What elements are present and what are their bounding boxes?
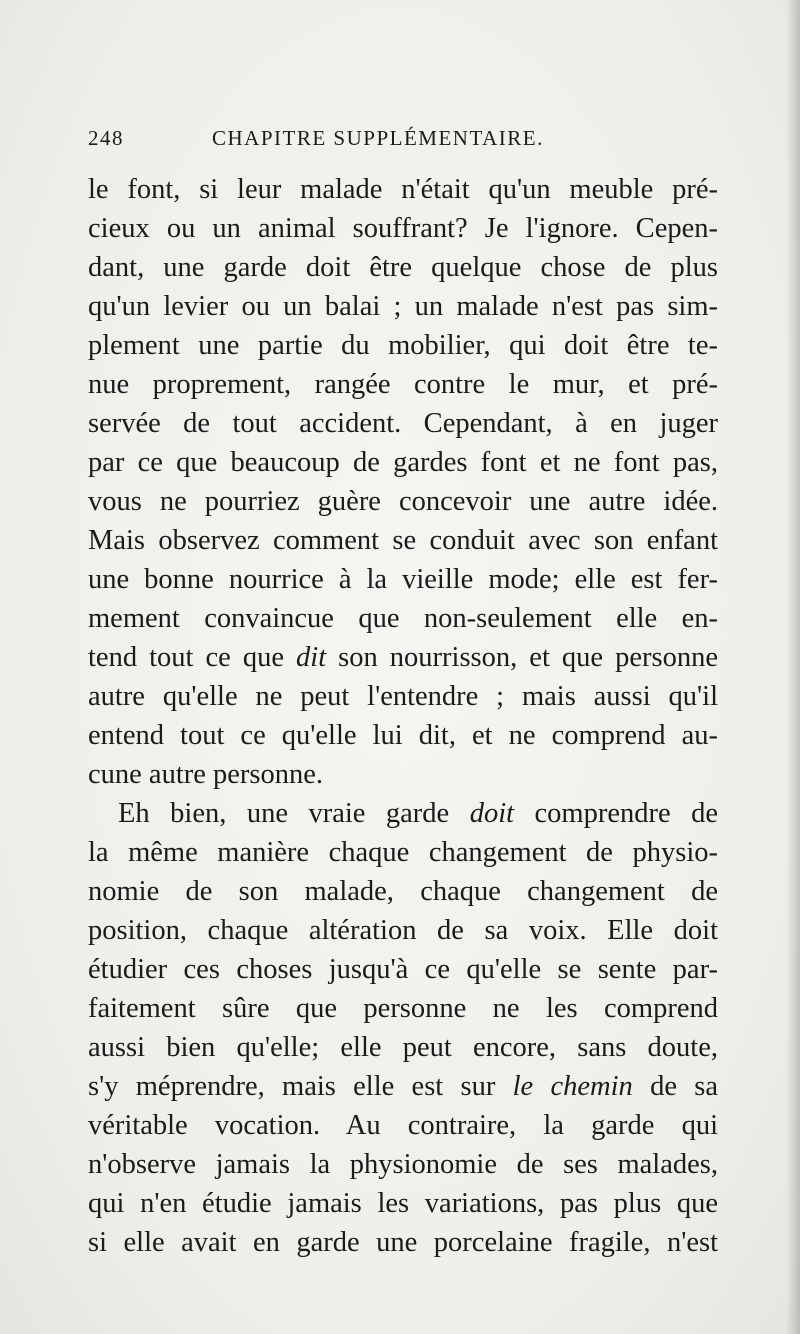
text-line: servée de tout accident. Cependant, à en juger [88, 408, 718, 439]
text-line: étudier ces choses jusqu'à ce qu'elle se sente par- [88, 954, 718, 985]
text-line: mement convaincue que non-seulement elle en- [88, 603, 718, 634]
italic-word: doit [469, 798, 515, 829]
body-text [88, 170, 718, 1262]
italic-phrase: le chemin [512, 1071, 633, 1102]
running-head: CHAPITRE SUPPLÉMENTAIRE. [212, 126, 544, 150]
text-line: n'observe jamais la physionomie de ses malades, [88, 1149, 718, 1180]
text-line: dant, une garde doit être quelque chose de plus [88, 252, 718, 283]
text-line: tend tout ce que dit son nourrisson, et que personne [88, 642, 718, 673]
text-line: faitement sûre que personne ne les comprend [88, 993, 718, 1024]
text-line: plement une partie du mobilier, qui doit être te- [88, 330, 718, 361]
text-line: Mais observez comment se conduit avec son enfant [88, 525, 718, 556]
text-line: Eh bien, une vraie garde doit comprendre de [118, 798, 719, 829]
text-line: la même manière chaque changement de physio- [88, 837, 718, 868]
text-line: qui n'en étudie jamais les variations, pas plus que [88, 1188, 718, 1219]
text-line: aussi bien qu'elle; elle peut encore, sans doute, [88, 1032, 718, 1063]
text-line: si elle avait en garde une porcelaine fragile, n'est [88, 1227, 718, 1258]
text-line: par ce que beaucoup de gardes font et ne font pas, [88, 447, 718, 478]
text-line: cune autre personne. [88, 759, 324, 790]
page-number: 248 [88, 126, 124, 150]
text-line: qu'un levier ou un balai ; un malade n'est pas sim- [88, 291, 718, 322]
page-header [88, 126, 720, 156]
text-line: une bonne nourrice à la vieille mode; elle est fer- [88, 564, 718, 595]
text-line: vous ne pourriez guère concevoir une autre idée. [88, 486, 718, 517]
text-line: nue proprement, rangée contre le mur, et pré- [88, 369, 718, 400]
text-line: s'y méprendre, mais elle est sur le chemin de sa [88, 1071, 718, 1102]
text-line: nomie de son malade, chaque changement de [88, 876, 718, 907]
text-line: véritable vocation. Au contraire, la garde qui [88, 1110, 718, 1141]
text-line: le font, si leur malade n'était qu'un meuble pré- [88, 174, 718, 205]
italic-word: dit [296, 642, 327, 673]
text-line: entend tout ce qu'elle lui dit, et ne comprend au- [88, 720, 718, 751]
text-line: autre qu'elle ne peut l'entendre ; mais aussi qu'il [88, 681, 718, 712]
text-line: cieux ou un animal souffrant? Je l'ignore. Cepen- [88, 213, 718, 244]
page-edge-shadow [786, 0, 800, 1334]
text-line: position, chaque altération de sa voix. Elle doit [88, 915, 718, 946]
